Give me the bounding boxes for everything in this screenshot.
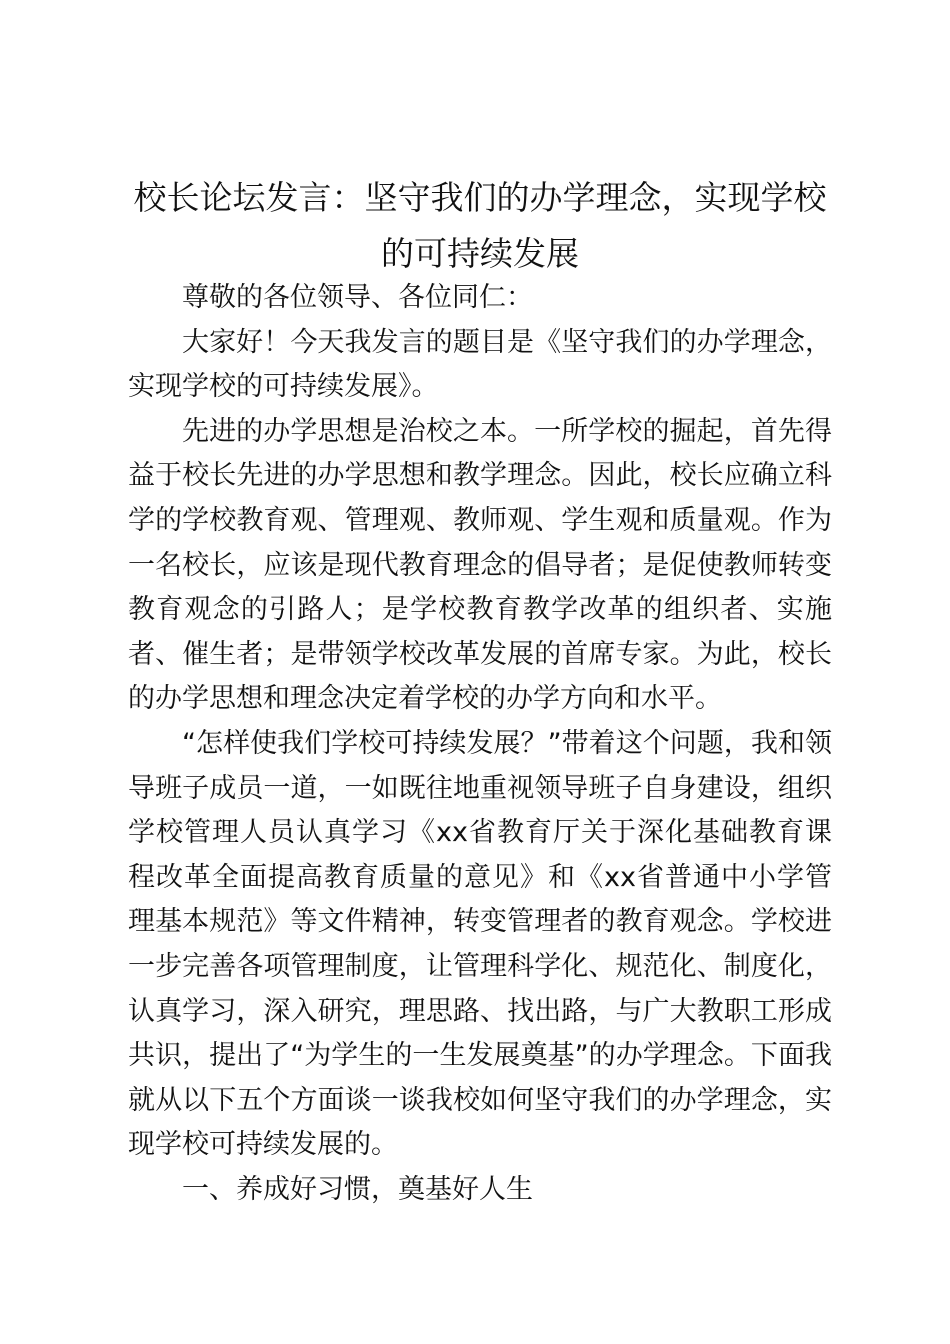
section-heading: 一、养成好习惯，奠基好人生 [182,1173,533,1205]
paragraph-philosophy: 先进的办学思想是治校之本。一所学校的掘起，首先得益于校长先进的办学思想和教学理念。因此，校长应确立科学的学校教育观、管理观、教师观、学生观和质量观。作为一名校长，应该是现代教育理念的倡导者；是促使教师转变教育观念的引路人；是学校教育教学改革的组织者、实施者、催生者；是带领学校改革发展的首席专家。为此，校长的办学思想和理念决定着学校的办学方向和水平。 [128,415,832,715]
document-body [128,276,832,1212]
document-title: 校长论坛发言：坚守我们的办学理念，实现学校 的可持续发展 [133,178,827,273]
paragraph-development: “怎样使我们学校可持续发展？”带着这个问题，我和领导班子成员一道，一如既往地重视领导班子自身建设，组织学校管理人员认真学习《xx省教育厅关于深化基础教育课程改革全面提高教育质量的意见》和《xx省普通中小学管理基本规范》等文件精神，转变管理者的教育观念。学校进一步完善各项管理制度，让管理科学化、规范化、制度化，认真学习，深入研究，理思路、找出路，与广大教职工形成共识，提出了“为学生的一生发展奠基”的办学理念。下面我就从以下五个方面谈一谈我校如何坚守我们的办学理念，实现学校可持续发展的。 [128,727,832,1161]
paragraph-greeting: 大家好！今天我发言的题目是《坚守我们的办学理念，实现学校的可持续发展》。 [128,326,832,403]
salutation: 尊敬的各位领导、各位同仁： [182,282,533,313]
